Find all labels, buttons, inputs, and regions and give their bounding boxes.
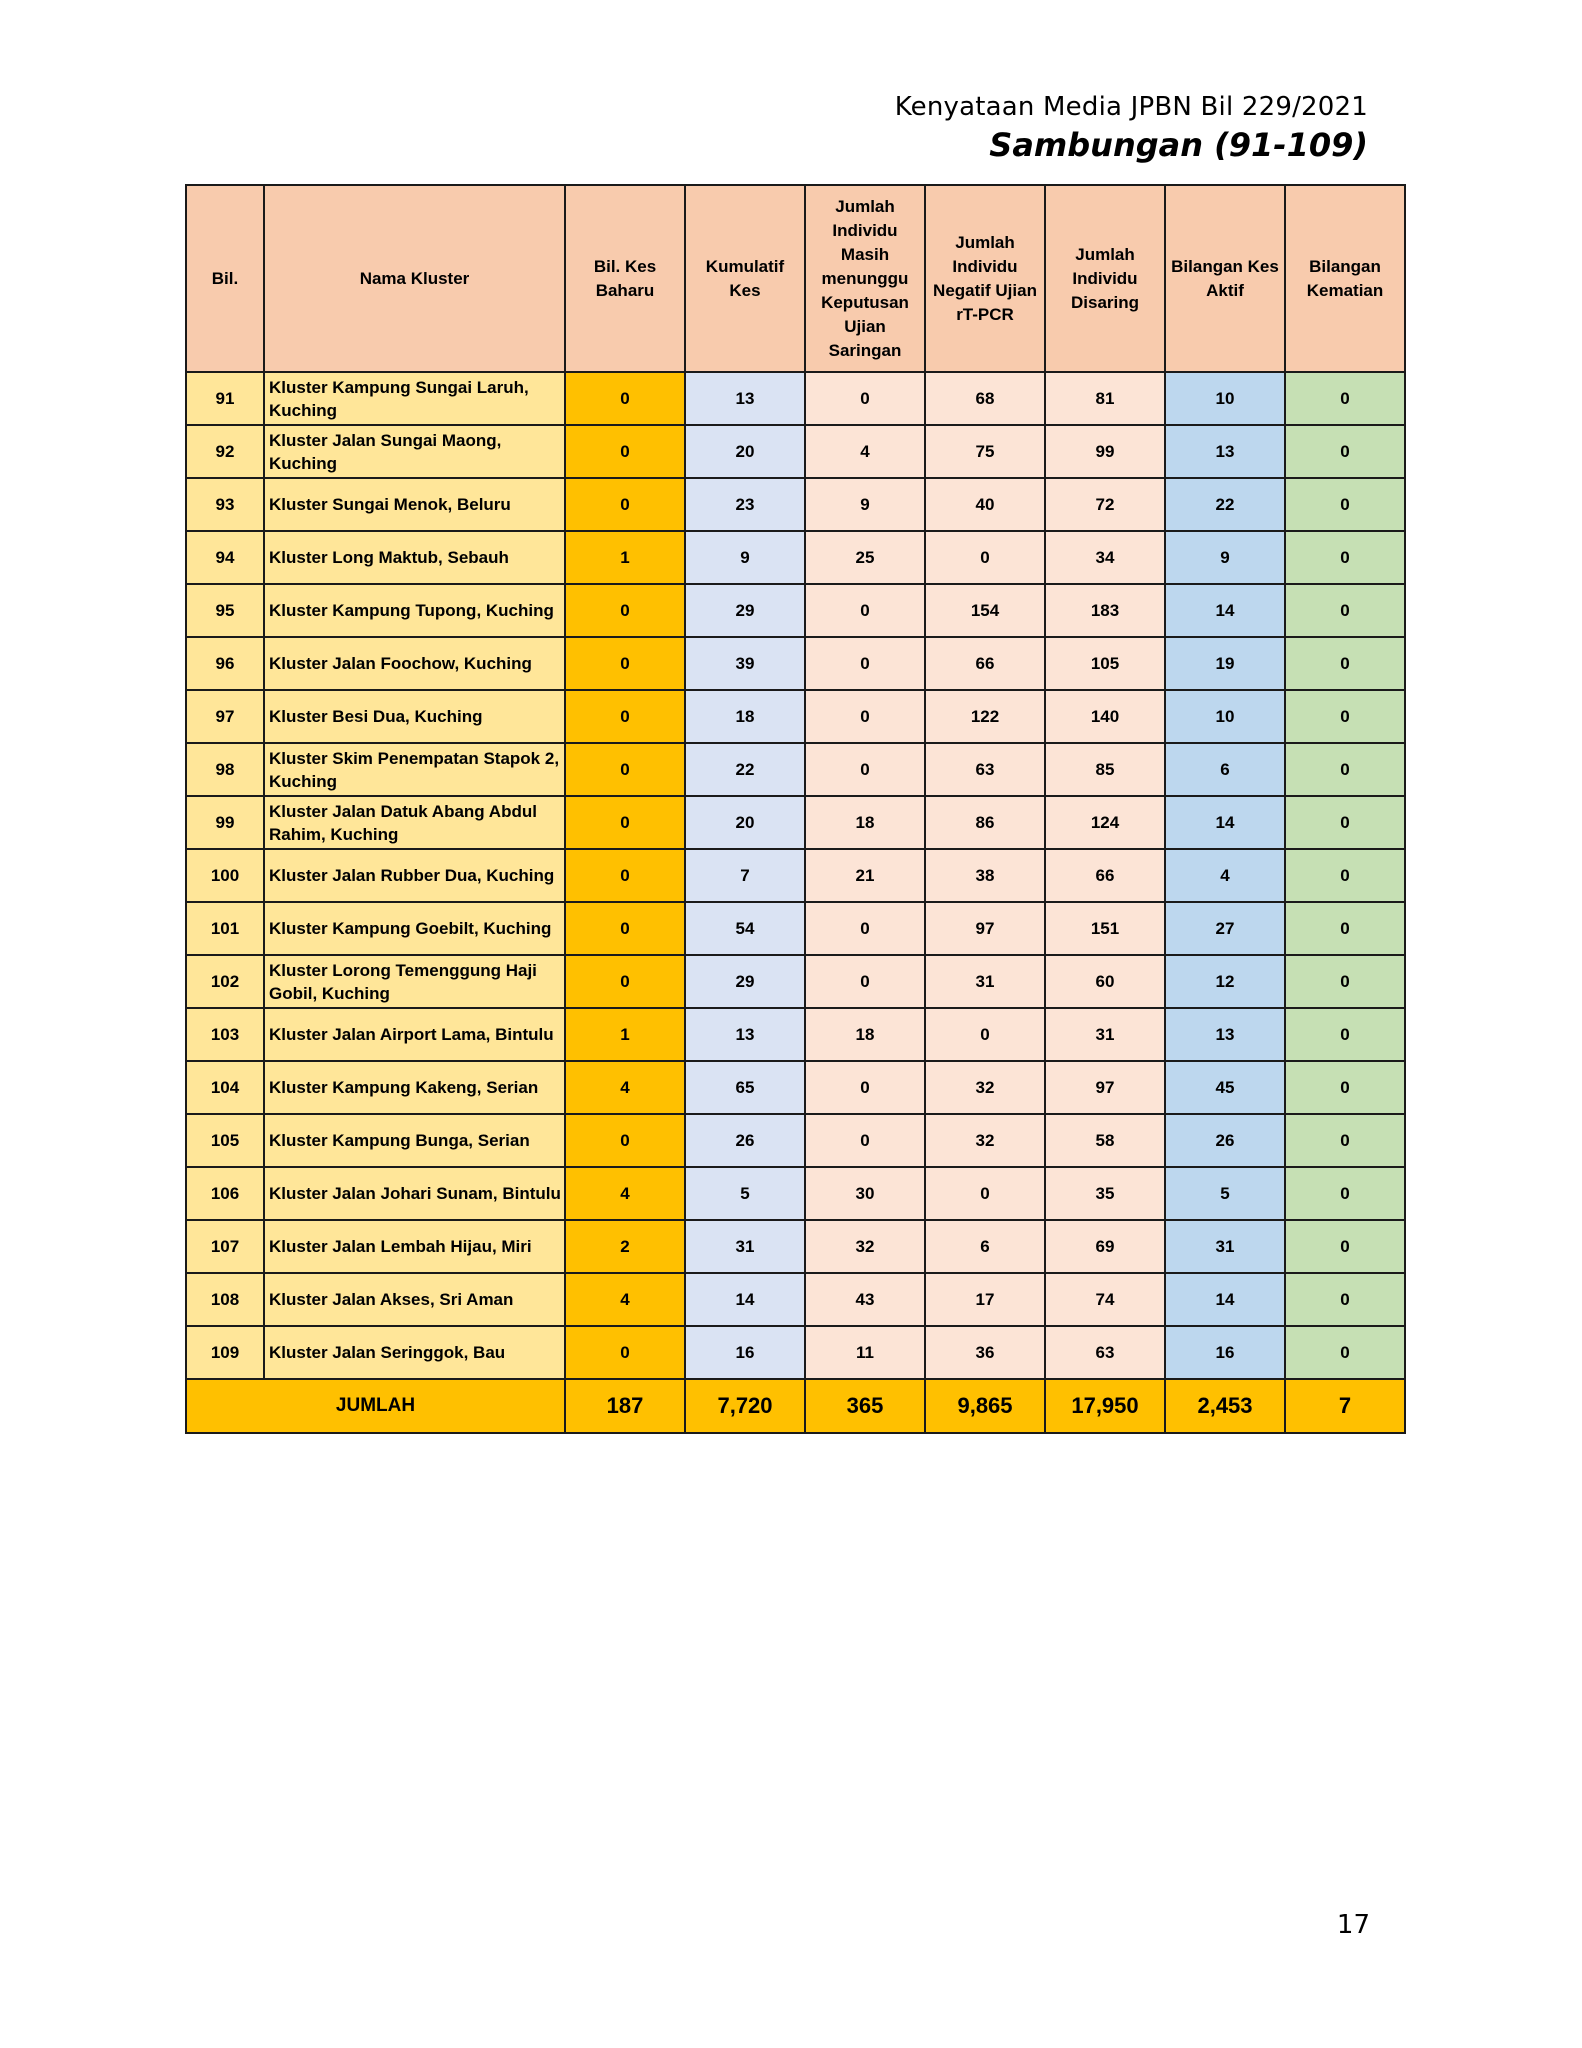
cell-disaring: 124 — [1045, 796, 1165, 849]
cell-kematian: 0 — [1285, 478, 1405, 531]
cell-menunggu: 43 — [805, 1273, 925, 1326]
table-row — [186, 637, 1405, 690]
cell-kematian: 0 — [1285, 584, 1405, 637]
cell-negatif: 0 — [925, 1167, 1045, 1220]
cell-kumulatif: 54 — [685, 902, 805, 955]
cell-kes-baharu: 0 — [565, 425, 685, 478]
table-header-row — [186, 185, 1405, 372]
cell-kes-baharu: 4 — [565, 1061, 685, 1114]
cell-menunggu: 25 — [805, 531, 925, 584]
table-row — [186, 1273, 1405, 1326]
cell-bil: 99 — [186, 796, 264, 849]
cell-disaring: 105 — [1045, 637, 1165, 690]
cell-kes-aktif: 27 — [1165, 902, 1285, 955]
cell-kes-baharu: 0 — [565, 1114, 685, 1167]
cell-menunggu: 0 — [805, 372, 925, 425]
table-row — [186, 1061, 1405, 1114]
cell-nama-kluster: Kluster Sungai Menok, Beluru — [264, 478, 565, 531]
table-row — [186, 1167, 1405, 1220]
document-subtitle: Sambungan (91-109) — [989, 126, 1368, 164]
cell-bil: 91 — [186, 372, 264, 425]
cell-menunggu: 18 — [805, 796, 925, 849]
cell-kumulatif: 29 — [685, 955, 805, 1008]
cell-kes-aktif: 13 — [1165, 1008, 1285, 1061]
cell-kumulatif: 13 — [685, 372, 805, 425]
cell-kes-aktif: 12 — [1165, 955, 1285, 1008]
cell-kematian: 0 — [1285, 1220, 1405, 1273]
cell-negatif: 36 — [925, 1326, 1045, 1379]
cell-nama-kluster: Kluster Jalan Datuk Abang Abdul Rahim, Kuching — [264, 796, 565, 849]
cell-kumulatif: 16 — [685, 1326, 805, 1379]
cell-bil: 95 — [186, 584, 264, 637]
cell-nama-kluster: Kluster Long Maktub, Sebauh — [264, 531, 565, 584]
cell-bil: 100 — [186, 849, 264, 902]
cell-menunggu: 30 — [805, 1167, 925, 1220]
cell-negatif: 31 — [925, 955, 1045, 1008]
cell-nama-kluster: Kluster Jalan Sungai Maong, Kuching — [264, 425, 565, 478]
total-menunggu: 365 — [805, 1379, 925, 1433]
cell-disaring: 140 — [1045, 690, 1165, 743]
cell-kes-baharu: 0 — [565, 584, 685, 637]
cell-bil: 98 — [186, 743, 264, 796]
cell-nama-kluster: Kluster Jalan Rubber Dua, Kuching — [264, 849, 565, 902]
cell-menunggu: 0 — [805, 902, 925, 955]
table-row — [186, 1220, 1405, 1273]
total-aktif: 2,453 — [1165, 1379, 1285, 1433]
cell-negatif: 63 — [925, 743, 1045, 796]
cell-kematian: 0 — [1285, 1061, 1405, 1114]
cell-bil: 92 — [186, 425, 264, 478]
cell-kes-aktif: 14 — [1165, 796, 1285, 849]
cell-kumulatif: 26 — [685, 1114, 805, 1167]
total-label: JUMLAH — [186, 1379, 565, 1433]
cell-kes-aktif: 9 — [1165, 531, 1285, 584]
cell-bil: 109 — [186, 1326, 264, 1379]
cell-menunggu: 0 — [805, 955, 925, 1008]
cell-kes-aktif: 22 — [1165, 478, 1285, 531]
table-row — [186, 743, 1405, 796]
cell-kes-aktif: 45 — [1165, 1061, 1285, 1114]
cell-disaring: 58 — [1045, 1114, 1165, 1167]
cell-kes-aktif: 10 — [1165, 690, 1285, 743]
cell-kes-baharu: 4 — [565, 1167, 685, 1220]
cell-kes-aktif: 14 — [1165, 584, 1285, 637]
table-row — [186, 1008, 1405, 1061]
cell-kes-baharu: 4 — [565, 1273, 685, 1326]
table-row — [186, 849, 1405, 902]
cell-kematian: 0 — [1285, 531, 1405, 584]
header-kes-aktif: Bilangan Kes Aktif — [1165, 185, 1285, 372]
header-kes-baharu: Bil. Kes Baharu — [565, 185, 685, 372]
cell-kematian: 0 — [1285, 743, 1405, 796]
cell-negatif: 32 — [925, 1061, 1045, 1114]
cell-kematian: 0 — [1285, 796, 1405, 849]
total-kes-baharu: 187 — [565, 1379, 685, 1433]
cell-nama-kluster: Kluster Jalan Johari Sunam, Bintulu — [264, 1167, 565, 1220]
cell-kematian: 0 — [1285, 1326, 1405, 1379]
cell-disaring: 60 — [1045, 955, 1165, 1008]
cell-kumulatif: 39 — [685, 637, 805, 690]
table-row — [186, 690, 1405, 743]
cell-nama-kluster: Kluster Jalan Seringgok, Bau — [264, 1326, 565, 1379]
cell-kes-aktif: 6 — [1165, 743, 1285, 796]
cell-bil: 97 — [186, 690, 264, 743]
cell-disaring: 69 — [1045, 1220, 1165, 1273]
cell-bil: 103 — [186, 1008, 264, 1061]
cell-kematian: 0 — [1285, 372, 1405, 425]
cell-bil: 94 — [186, 531, 264, 584]
cell-negatif: 66 — [925, 637, 1045, 690]
cell-menunggu: 18 — [805, 1008, 925, 1061]
cell-kes-aktif: 13 — [1165, 425, 1285, 478]
cell-kematian: 0 — [1285, 425, 1405, 478]
cell-menunggu: 0 — [805, 584, 925, 637]
table-body — [186, 372, 1405, 1379]
document-reference: Kenyataan Media JPBN Bil 229/2021 — [894, 92, 1368, 122]
cell-negatif: 97 — [925, 902, 1045, 955]
totals-row — [186, 1379, 1405, 1433]
cell-nama-kluster: Kluster Besi Dua, Kuching — [264, 690, 565, 743]
cell-nama-kluster: Kluster Kampung Bunga, Serian — [264, 1114, 565, 1167]
cell-kumulatif: 20 — [685, 796, 805, 849]
cell-negatif: 68 — [925, 372, 1045, 425]
cell-nama-kluster: Kluster Skim Penempatan Stapok 2, Kuching — [264, 743, 565, 796]
cell-kes-baharu: 1 — [565, 531, 685, 584]
cell-kumulatif: 29 — [685, 584, 805, 637]
header-kumulatif-kes: Kumulatif Kes — [685, 185, 805, 372]
cell-negatif: 32 — [925, 1114, 1045, 1167]
cell-kematian: 0 — [1285, 955, 1405, 1008]
cell-bil: 104 — [186, 1061, 264, 1114]
cell-bil: 102 — [186, 955, 264, 1008]
header-negatif-ujian: Jumlah Individu Negatif Ujian rT-PCR — [925, 185, 1045, 372]
cell-disaring: 66 — [1045, 849, 1165, 902]
header-nama-kluster: Nama Kluster — [264, 185, 565, 372]
cell-disaring: 85 — [1045, 743, 1165, 796]
cell-disaring: 35 — [1045, 1167, 1165, 1220]
cell-negatif: 86 — [925, 796, 1045, 849]
total-kematian: 7 — [1285, 1379, 1405, 1433]
total-disaring: 17,950 — [1045, 1379, 1165, 1433]
cell-negatif: 0 — [925, 531, 1045, 584]
cell-disaring: 63 — [1045, 1326, 1165, 1379]
cell-kes-baharu: 0 — [565, 849, 685, 902]
cell-kumulatif: 13 — [685, 1008, 805, 1061]
cell-kes-aktif: 31 — [1165, 1220, 1285, 1273]
cell-kes-aktif: 5 — [1165, 1167, 1285, 1220]
cell-bil: 106 — [186, 1167, 264, 1220]
cell-negatif: 122 — [925, 690, 1045, 743]
cell-kematian: 0 — [1285, 690, 1405, 743]
cell-kematian: 0 — [1285, 1273, 1405, 1326]
cell-kematian: 0 — [1285, 902, 1405, 955]
total-negatif: 9,865 — [925, 1379, 1045, 1433]
cell-disaring: 183 — [1045, 584, 1165, 637]
cell-negatif: 0 — [925, 1008, 1045, 1061]
table-row — [186, 478, 1405, 531]
cell-disaring: 81 — [1045, 372, 1165, 425]
cell-kes-baharu: 0 — [565, 690, 685, 743]
cell-kes-baharu: 0 — [565, 955, 685, 1008]
cell-kes-baharu: 1 — [565, 1008, 685, 1061]
cell-negatif: 17 — [925, 1273, 1045, 1326]
cell-kes-baharu: 0 — [565, 743, 685, 796]
cell-menunggu: 0 — [805, 1061, 925, 1114]
cell-kumulatif: 18 — [685, 690, 805, 743]
header-kematian: Bilangan Kematian — [1285, 185, 1405, 372]
cell-kematian: 0 — [1285, 1008, 1405, 1061]
cell-disaring: 31 — [1045, 1008, 1165, 1061]
cell-nama-kluster: Kluster Jalan Foochow, Kuching — [264, 637, 565, 690]
header-bil: Bil. — [186, 185, 264, 372]
cell-kes-aktif: 26 — [1165, 1114, 1285, 1167]
cell-kumulatif: 5 — [685, 1167, 805, 1220]
cell-kematian: 0 — [1285, 637, 1405, 690]
total-kumulatif: 7,720 — [685, 1379, 805, 1433]
cell-kes-aktif: 16 — [1165, 1326, 1285, 1379]
table-row — [186, 531, 1405, 584]
cell-kumulatif: 9 — [685, 531, 805, 584]
cell-bil: 107 — [186, 1220, 264, 1273]
cell-disaring: 99 — [1045, 425, 1165, 478]
cell-nama-kluster: Kluster Lorong Temenggung Haji Gobil, Kuching — [264, 955, 565, 1008]
cell-kes-aktif: 10 — [1165, 372, 1285, 425]
cell-nama-kluster: Kluster Kampung Goebilt, Kuching — [264, 902, 565, 955]
cell-menunggu: 21 — [805, 849, 925, 902]
cell-negatif: 40 — [925, 478, 1045, 531]
cell-kes-baharu: 0 — [565, 637, 685, 690]
cell-menunggu: 0 — [805, 743, 925, 796]
cell-negatif: 6 — [925, 1220, 1045, 1273]
cell-menunggu: 11 — [805, 1326, 925, 1379]
table-row — [186, 902, 1405, 955]
cell-kumulatif: 20 — [685, 425, 805, 478]
cluster-table — [185, 184, 1406, 1434]
cell-menunggu: 4 — [805, 425, 925, 478]
cell-kumulatif: 7 — [685, 849, 805, 902]
cell-disaring: 97 — [1045, 1061, 1165, 1114]
cell-kematian: 0 — [1285, 1114, 1405, 1167]
cell-bil: 96 — [186, 637, 264, 690]
cell-kes-baharu: 0 — [565, 1326, 685, 1379]
cell-bil: 105 — [186, 1114, 264, 1167]
cell-bil: 93 — [186, 478, 264, 531]
page-number: 17 — [1336, 1910, 1370, 1940]
cell-kes-baharu: 0 — [565, 796, 685, 849]
cell-kes-aktif: 4 — [1165, 849, 1285, 902]
cell-menunggu: 0 — [805, 1114, 925, 1167]
cell-disaring: 34 — [1045, 531, 1165, 584]
cell-kematian: 0 — [1285, 849, 1405, 902]
cell-disaring: 151 — [1045, 902, 1165, 955]
cell-kumulatif: 14 — [685, 1273, 805, 1326]
cell-nama-kluster: Kluster Kampung Sungai Laruh, Kuching — [264, 372, 565, 425]
header-menunggu-keputusan: Jumlah Individu Masih menunggu Keputusan Ujian Saringan — [805, 185, 925, 372]
cell-bil: 101 — [186, 902, 264, 955]
cell-disaring: 74 — [1045, 1273, 1165, 1326]
cell-disaring: 72 — [1045, 478, 1165, 531]
cell-menunggu: 9 — [805, 478, 925, 531]
cell-kes-baharu: 0 — [565, 478, 685, 531]
cell-kematian: 0 — [1285, 1167, 1405, 1220]
cell-kes-baharu: 0 — [565, 372, 685, 425]
cell-kumulatif: 31 — [685, 1220, 805, 1273]
table-row — [186, 425, 1405, 478]
table-row — [186, 796, 1405, 849]
cell-negatif: 38 — [925, 849, 1045, 902]
cell-bil: 108 — [186, 1273, 264, 1326]
cell-negatif: 154 — [925, 584, 1045, 637]
cell-kes-baharu: 0 — [565, 902, 685, 955]
cell-kumulatif: 22 — [685, 743, 805, 796]
table-row — [186, 1114, 1405, 1167]
cell-menunggu: 0 — [805, 690, 925, 743]
cell-nama-kluster: Kluster Jalan Akses, Sri Aman — [264, 1273, 565, 1326]
header-disaring: Jumlah Individu Disaring — [1045, 185, 1165, 372]
cell-nama-kluster: Kluster Kampung Tupong, Kuching — [264, 584, 565, 637]
cell-kes-aktif: 19 — [1165, 637, 1285, 690]
cell-menunggu: 0 — [805, 637, 925, 690]
table-row — [186, 1326, 1405, 1379]
cell-negatif: 75 — [925, 425, 1045, 478]
table-row — [186, 584, 1405, 637]
cell-kes-baharu: 2 — [565, 1220, 685, 1273]
cell-nama-kluster: Kluster Jalan Airport Lama, Bintulu — [264, 1008, 565, 1061]
cell-menunggu: 32 — [805, 1220, 925, 1273]
table-row — [186, 955, 1405, 1008]
table-row — [186, 372, 1405, 425]
cell-kumulatif: 23 — [685, 478, 805, 531]
cell-nama-kluster: Kluster Jalan Lembah Hijau, Miri — [264, 1220, 565, 1273]
cell-kumulatif: 65 — [685, 1061, 805, 1114]
cell-kes-aktif: 14 — [1165, 1273, 1285, 1326]
cell-nama-kluster: Kluster Kampung Kakeng, Serian — [264, 1061, 565, 1114]
